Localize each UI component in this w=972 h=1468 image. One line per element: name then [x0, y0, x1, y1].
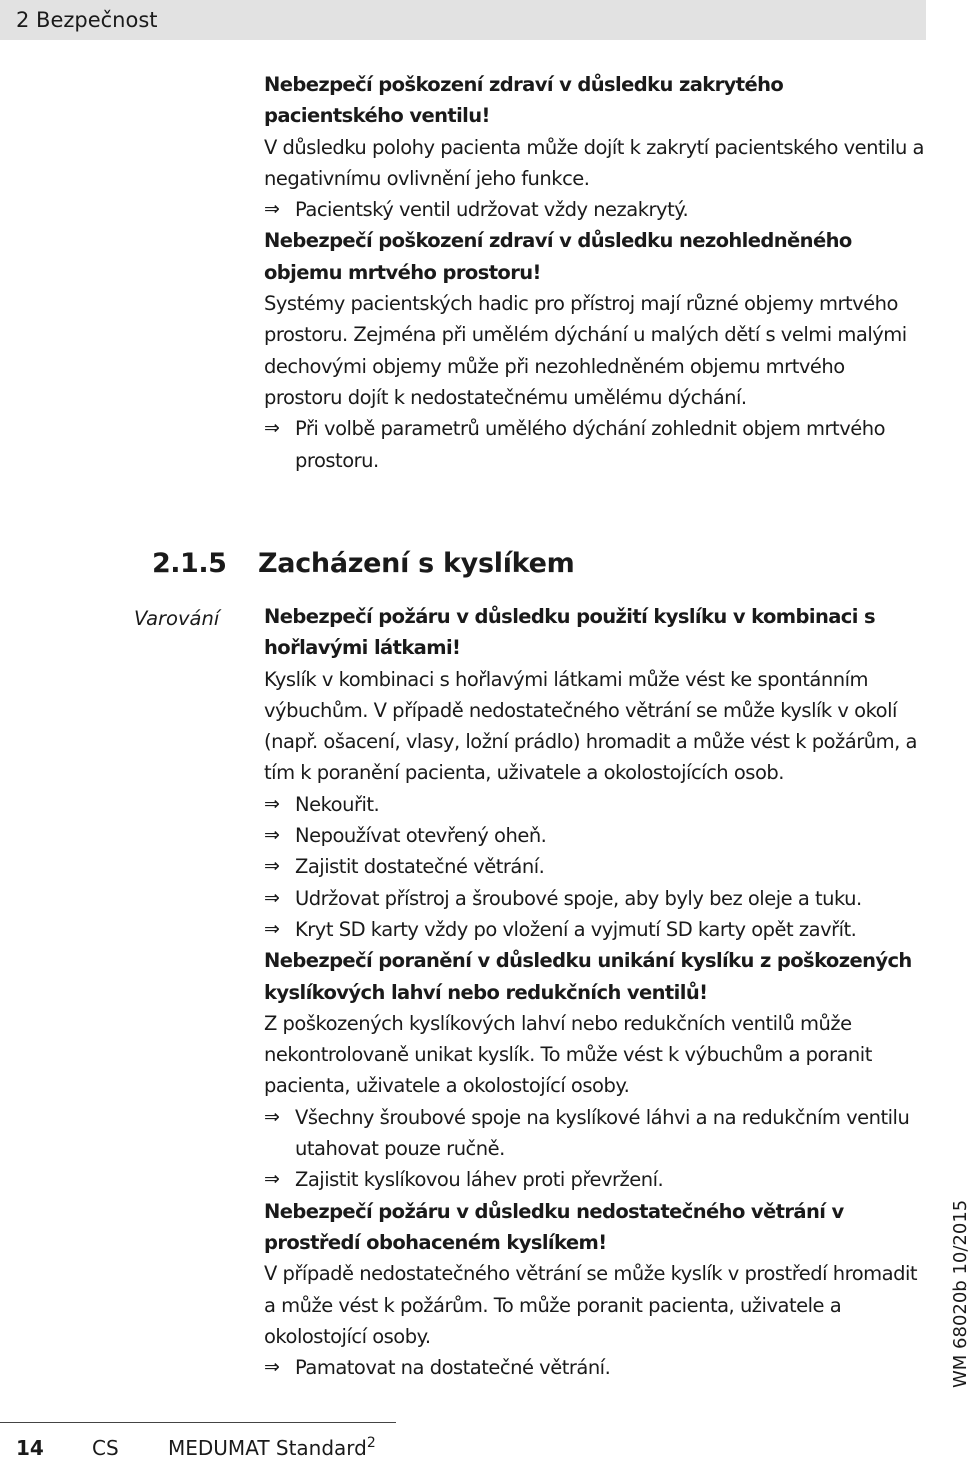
instruction-step	[264, 914, 926, 945]
warning-description: V důsledku polohy pacienta může dojít k zakrytí pacientského ventilu a negativnímu ovlivnění jeho funkce.	[264, 135, 925, 190]
instruction-step	[264, 820, 926, 851]
warning-heading: Nebezpečí poškození zdraví v důsledku nezohledněného objemu mrtvého prostoru!	[264, 229, 852, 284]
instruction-step-text: Pamatovat na dostatečné větrání.	[295, 1356, 611, 1380]
instruction-step	[264, 194, 926, 225]
page-footer	[16, 1428, 376, 1463]
warning-heading: Nebezpečí požáru v důsledku nedostatečného větrání v prostředí obohaceném kyslíkem!	[264, 1199, 844, 1254]
document-code: WM 68020b 10/2015	[950, 1199, 971, 1388]
warning-description: V případě nedostatečného větrání se může kyslík v prostředí hromadit a může vést k požárům. To může poranit pacienta, uživatele a okolostojící osoby.	[264, 1262, 918, 1348]
arrow-right-icon: ⇒	[264, 1105, 280, 1128]
instruction-step	[264, 883, 926, 914]
arrow-right-icon: ⇒	[264, 886, 280, 909]
instruction-step-text: Nekouřit.	[295, 792, 380, 816]
chapter-title: 2 Bezpečnost	[16, 8, 158, 32]
warning-description: Z poškozených kyslíkových lahví nebo redukčních ventilů může nekontrolovaně unikat kyslík. To může vést k výbuchům a poranit pacienta, uživatele a okolostojící osoby.	[264, 1011, 872, 1098]
warning-block-2	[264, 601, 926, 1383]
warning-heading: Nebezpečí požáru v důsledku použití kyslíku v kombinaci s hořlavými látkami!	[264, 605, 876, 660]
section-title: Zacházení s kyslíkem	[258, 548, 575, 579]
instruction-step	[264, 851, 926, 882]
chapter-header-bar	[0, 0, 926, 40]
language-code: CS	[92, 1436, 119, 1460]
arrow-right-icon: ⇒	[264, 1356, 280, 1379]
arrow-right-icon: ⇒	[264, 198, 280, 221]
product-superscript: 2	[366, 1435, 376, 1451]
warning-heading: Nebezpečí poškození zdraví v důsledku zakrytého pacientského ventilu!	[264, 73, 784, 128]
arrow-right-icon: ⇒	[264, 792, 280, 815]
arrow-right-icon: ⇒	[264, 1168, 280, 1191]
instruction-step-text: Udržovat přístroj a šroubové spoje, aby byly bez oleje a tuku.	[295, 886, 862, 910]
instruction-step-text: Zajistit dostatečné větrání.	[295, 855, 545, 879]
instruction-step	[264, 789, 926, 820]
instruction-step	[264, 413, 926, 476]
instruction-step-text: Zajistit kyslíkovou láhev proti převržení.	[295, 1168, 664, 1192]
warning-description: Systémy pacientských hadic pro přístroj mají různé objemy mrtvého prostoru. Zejména při umělém dýchání u malých dětí s velmi malými dechovými objemy může při nezohledněném objemu mrtvého prostoru dojít k nedostatečnému umělému dýchání.	[264, 292, 907, 409]
instruction-step-text: Všechny šroubové spoje na kyslíkové láhvi a na redukčním ventilu utahovat pouze ručně.	[295, 1105, 910, 1161]
arrow-right-icon: ⇒	[264, 855, 280, 878]
page-number: 14	[16, 1436, 44, 1460]
instruction-step-text: Nepoužívat otevřený oheň.	[295, 824, 547, 848]
side-label-warning: Varování	[134, 607, 220, 630]
instruction-step	[264, 1102, 926, 1165]
instruction-step-text: Kryt SD karty vždy po vložení a vyjmutí SD karty opět zavřít.	[295, 917, 857, 941]
instruction-step-text: Při volbě parametrů umělého dýchání zohlednit objem mrtvého prostoru.	[295, 417, 886, 472]
section-number: 2.1.5	[152, 548, 227, 579]
footer-divider	[0, 1422, 396, 1423]
arrow-right-icon: ⇒	[264, 417, 280, 440]
instruction-step	[264, 1352, 926, 1383]
arrow-right-icon: ⇒	[264, 917, 280, 940]
instruction-step	[264, 1164, 926, 1195]
warning-block-1	[264, 69, 926, 476]
arrow-right-icon: ⇒	[264, 824, 280, 847]
warning-description: Kyslík v kombinaci s hořlavými látkami může vést ke spontánním výbuchům. V případě nedostatečného větrání se může kyslík v okolí (např. ošacení, vlasy, ložní prádlo) hromadit a může vést k požárům, a tím k poranění pacienta, uživatele a okolostojících osob.	[264, 667, 917, 785]
product-name: MEDUMAT Standard	[168, 1436, 367, 1460]
instruction-step-text: Pacientský ventil udržovat vždy nezakrytý.	[295, 198, 689, 222]
warning-heading: Nebezpečí poranění v důsledku unikání kyslíku z poškozených kyslíkových lahví nebo redukčních ventilů!	[264, 949, 912, 1004]
